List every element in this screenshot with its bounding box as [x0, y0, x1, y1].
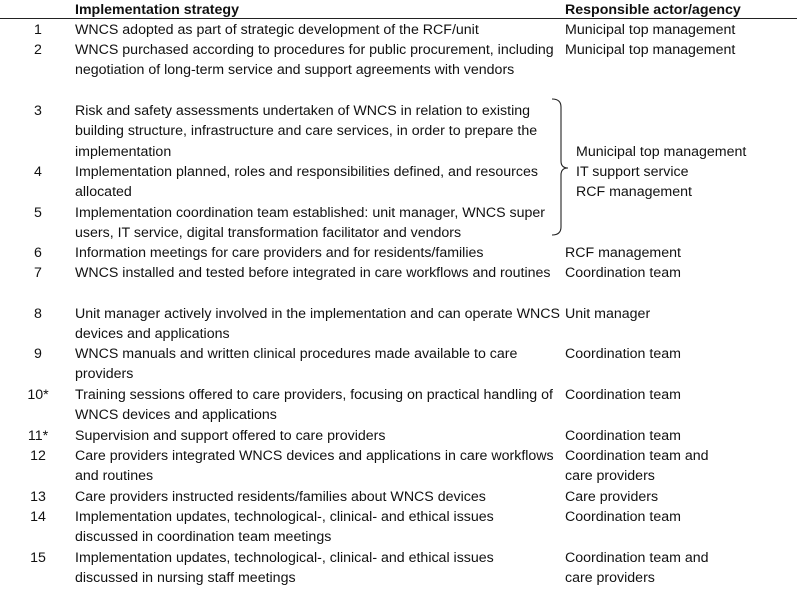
- row-5-strategy: Implementation coordination team established: unit manager, WNCS super users, IT service, digital transformation facilitator and vendors: [75, 205, 546, 242]
- row-9-number: 9: [34, 346, 42, 362]
- row-10-strategy: Training sessions offered to care providers, focusing on practical handling of WNCS devices and applications: [75, 387, 553, 424]
- row-2-number: 2: [34, 42, 42, 58]
- row-6-strategy: Information meetings for care providers and for residents/families: [75, 245, 484, 261]
- row-10-number: 10*: [27, 387, 49, 403]
- row-12-number: 12: [30, 448, 46, 464]
- row-13-strategy: Care providers instructed residents/families about WNCS devices: [75, 489, 486, 505]
- row-10-actor: Coordination team: [565, 387, 681, 403]
- row-5-number: 5: [34, 205, 42, 221]
- row-7-strategy: WNCS installed and tested before integrated in care workflows and routines: [75, 265, 551, 281]
- row-8-strategy: Unit manager actively involved in the implementation and can operate WNCS devices and applications: [75, 306, 560, 343]
- grouped-actor-municipal: Municipal top management: [576, 144, 747, 160]
- row-4-strategy: Implementation planned, roles and responsibilities defined, and resources allocated: [75, 164, 538, 201]
- row-9-strategy: WNCS manuals and written clinical procedures made available to care providers: [75, 346, 518, 383]
- row-1-actor: Municipal top management: [565, 22, 736, 38]
- row-11-actor: Coordination team: [565, 428, 681, 444]
- row-6-number: 6: [34, 245, 42, 261]
- header-strategy: Implementation strategy: [75, 2, 239, 18]
- row-14-actor: Coordination team: [565, 509, 681, 525]
- row-13-number: 13: [30, 489, 46, 505]
- row-11-number: 11*: [27, 428, 49, 444]
- row-3-strategy: Risk and safety assessments undertaken of WNCS in relation to existing building structure, infrastructure and care services, in order to prepare the implementation: [75, 103, 538, 160]
- row-8-actor: Unit manager: [565, 306, 651, 322]
- row-15-strategy: Implementation updates, technological-, clinical- and ethical issues discussed in nursing staff meetings: [75, 550, 494, 587]
- header-actor: Responsible actor/agency: [565, 2, 741, 18]
- grouped-actor-it-support: IT support service: [576, 164, 689, 180]
- row-2-actor: Municipal top management: [565, 42, 736, 58]
- row-11-strategy: Supervision and support offered to care providers: [75, 428, 386, 444]
- row-13-actor: Care providers: [565, 489, 659, 505]
- row-1-strategy: WNCS adopted as part of strategic development of the RCF/unit: [75, 22, 479, 38]
- row-15-actor: Coordination team and care providers: [565, 550, 709, 587]
- row-6-actor: RCF management: [565, 245, 681, 261]
- row-1-number: 1: [34, 22, 42, 38]
- right-brace-icon: [550, 98, 578, 236]
- row-4-number: 4: [34, 164, 42, 180]
- row-15-number: 15: [30, 550, 46, 566]
- row-3-number: 3: [34, 103, 42, 119]
- row-2-strategy: WNCS purchased according to procedures for public procurement, including negotiation of long-term service and support agreements with vendors: [75, 42, 554, 79]
- row-7-number: 7: [34, 265, 42, 281]
- row-12-strategy: Care providers integrated WNCS devices and applications in care workflows and routines: [75, 448, 554, 485]
- row-14-number: 14: [30, 509, 46, 525]
- row-12-actor: Coordination team and care providers: [565, 448, 709, 485]
- row-8-number: 8: [34, 306, 42, 322]
- row-9-actor: Coordination team: [565, 346, 681, 362]
- row-14-strategy: Implementation updates, technological-, clinical- and ethical issues discussed in coordination team meetings: [75, 509, 494, 546]
- header-rule: [0, 18, 797, 19]
- grouped-actor-rcf: RCF management: [576, 184, 692, 200]
- row-7-actor: Coordination team: [565, 265, 681, 281]
